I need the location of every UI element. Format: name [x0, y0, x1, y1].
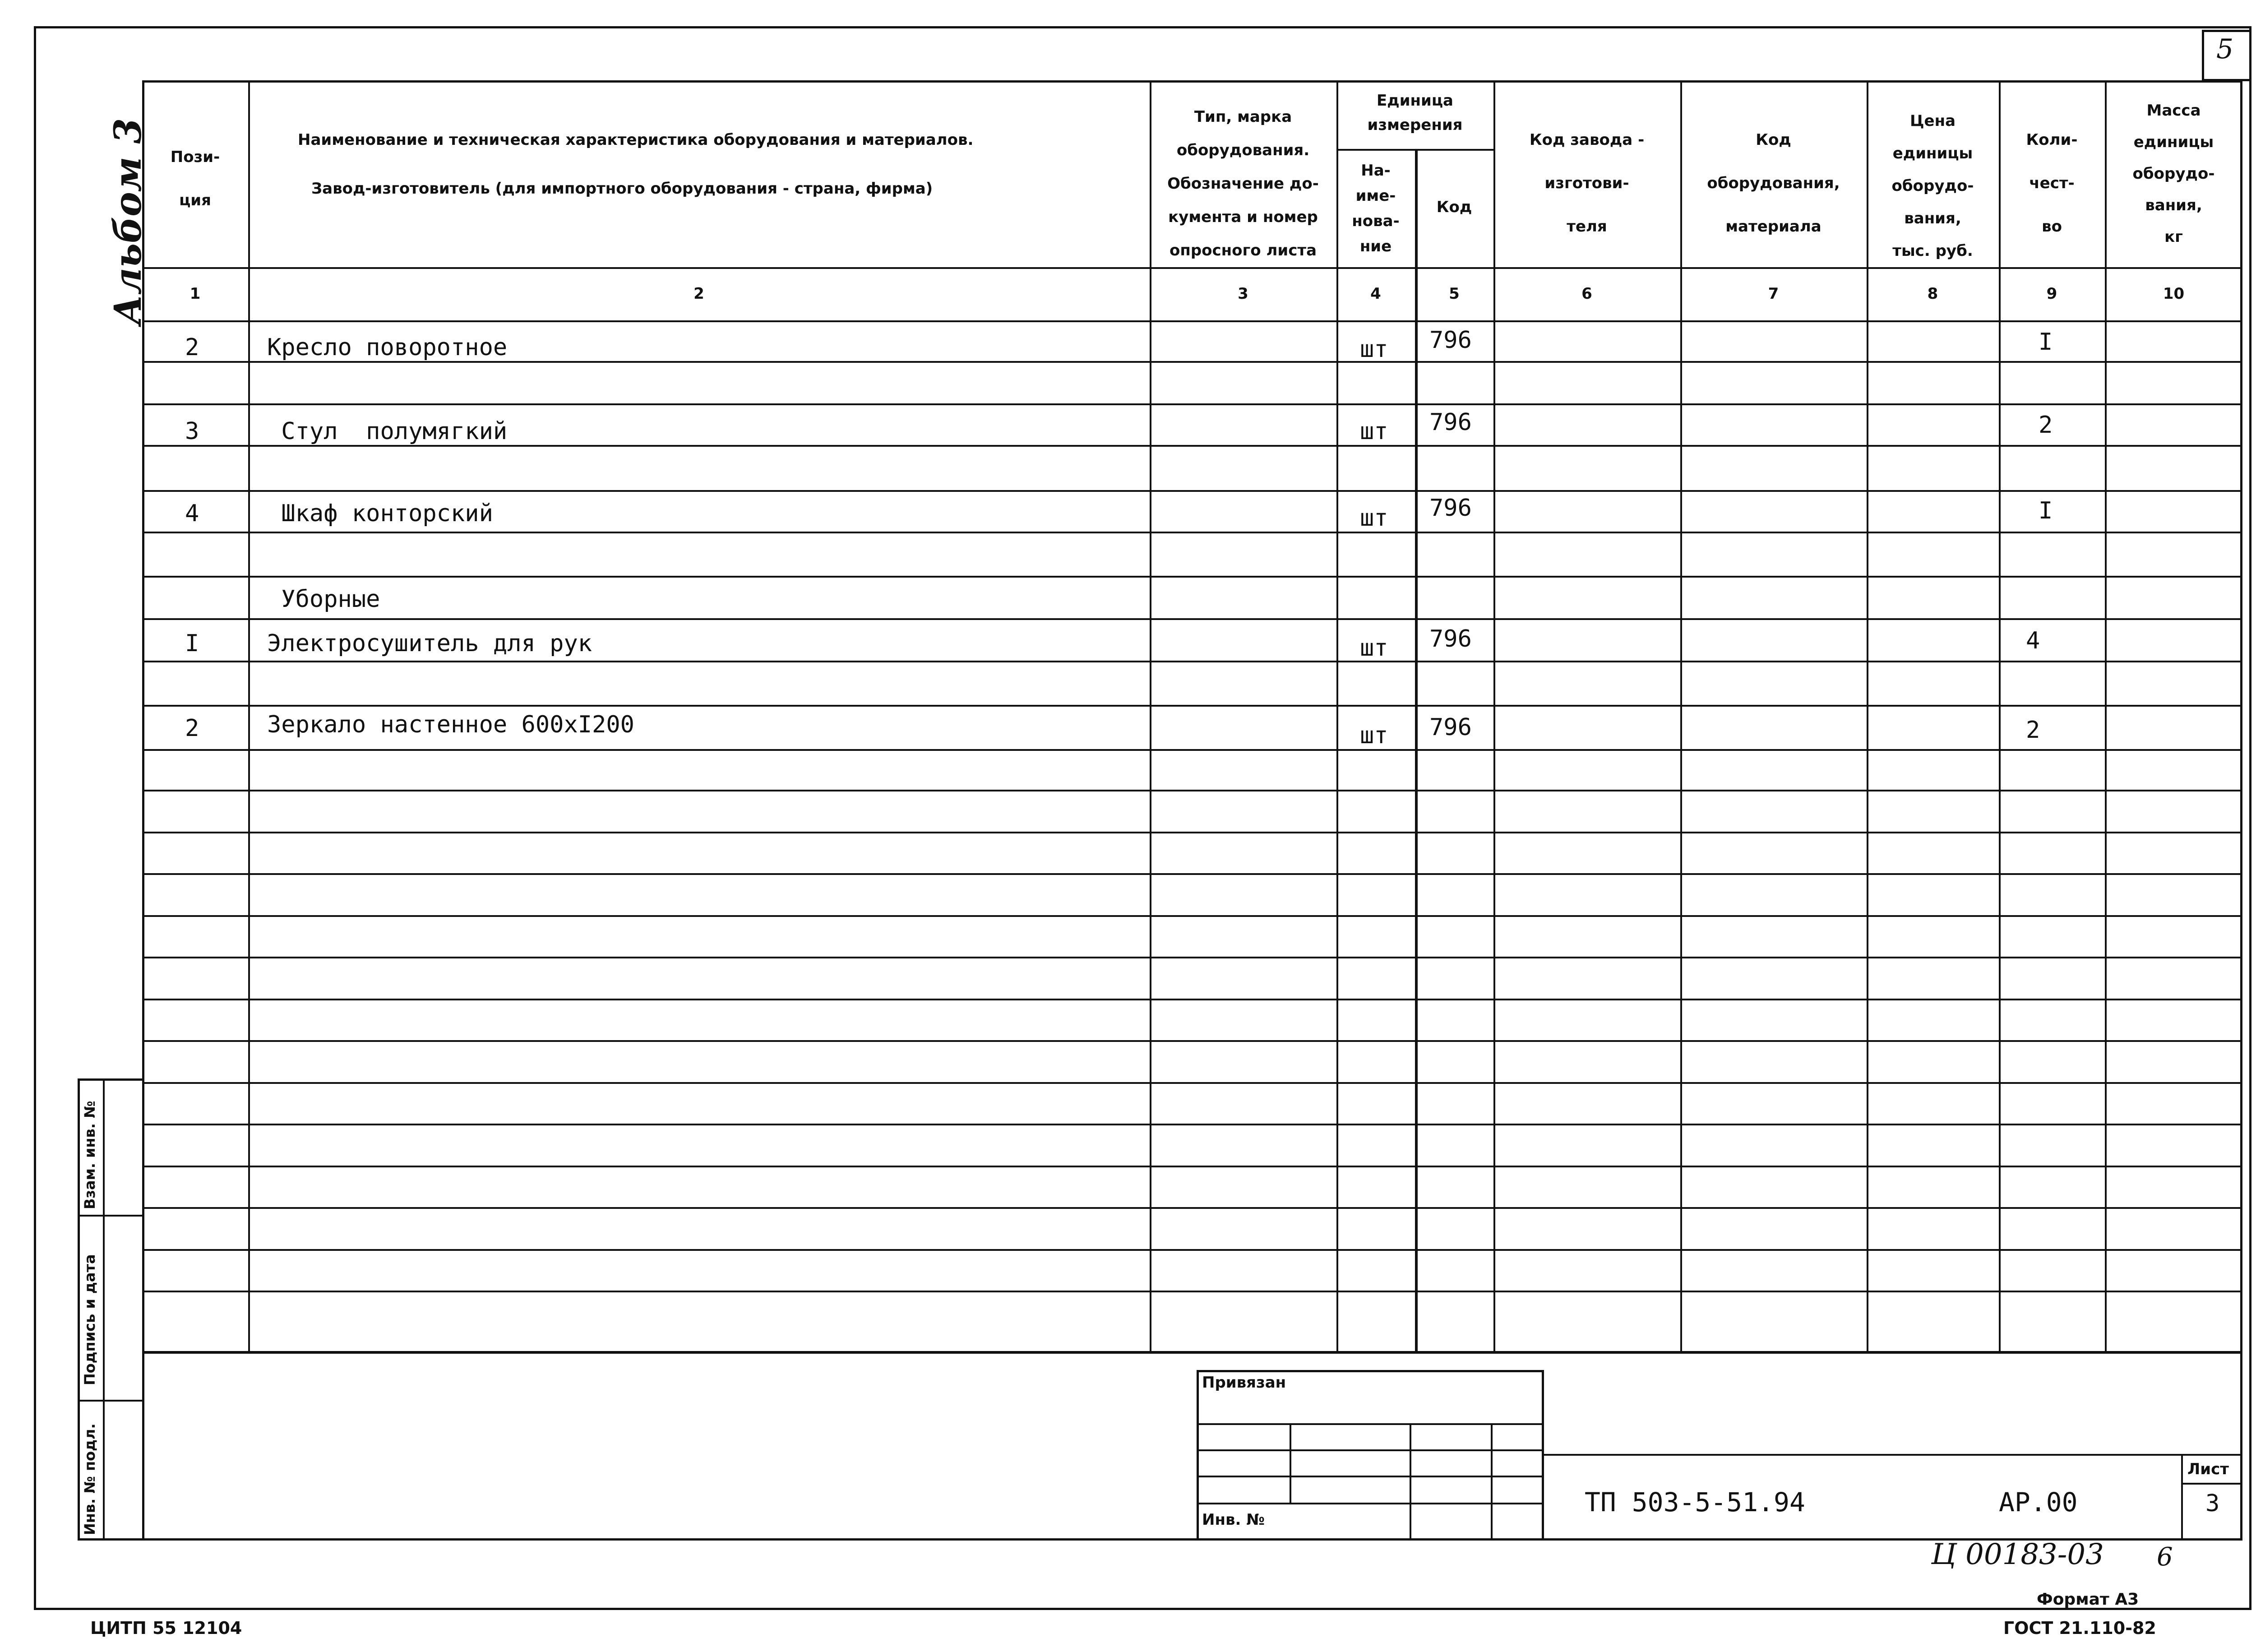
- colnum-10: 10: [2163, 285, 2185, 303]
- row-rule: [142, 1291, 2242, 1292]
- header-position: Пози- ция: [170, 148, 220, 209]
- side-stamp-inv-podl: Инв. № подл.: [81, 1423, 98, 1535]
- row-code: 796: [1429, 409, 1472, 436]
- gost-label: ГОСТ 21.110-82: [2003, 1618, 2156, 1638]
- row-position: 2: [185, 715, 199, 742]
- column-number-divider: [142, 320, 2242, 322]
- sheet-label: Лист: [2187, 1460, 2229, 1478]
- row-rule: [142, 490, 2242, 492]
- header-divider: [142, 267, 2242, 269]
- header-equipment-code: Код оборудования, материала: [1707, 131, 1840, 236]
- privyazan-vline-3: [1491, 1423, 1493, 1541]
- header-price: Цена единицы оборудо- вания, тыс. руб.: [1891, 112, 1974, 260]
- row-code: 796: [1429, 495, 1472, 522]
- row-rule: [142, 445, 2242, 447]
- row-rule: [142, 957, 2242, 958]
- row-rule: [142, 705, 2242, 707]
- row-unit: шт: [1360, 504, 1388, 532]
- row-position: I: [185, 630, 199, 657]
- sheet-box-divider: [2181, 1483, 2242, 1485]
- side-stamp-line-1: [78, 1215, 144, 1217]
- colnum-8: 8: [1927, 285, 1938, 303]
- row-name: Электросушитель для рук: [267, 630, 592, 657]
- privyazan-vline-1: [1290, 1423, 1291, 1503]
- row-rule: [142, 361, 2242, 363]
- row-rule: [142, 749, 2242, 751]
- colnum-9: 9: [2046, 285, 2057, 303]
- col-line-5: [1493, 80, 1495, 1354]
- colnum-2: 2: [693, 285, 704, 303]
- header-unit: Единица измерения: [1367, 92, 1463, 134]
- row-rule: [142, 1166, 2242, 1167]
- row-unit: шт: [1360, 418, 1388, 445]
- sheet-number: 3: [2205, 1490, 2220, 1517]
- row-code: 796: [1429, 327, 1472, 354]
- row-unit: шт: [1360, 336, 1388, 363]
- privyazan-label: Привязан: [1202, 1374, 1286, 1392]
- colnum-1: 1: [190, 285, 201, 303]
- row-position: 2: [185, 334, 199, 361]
- header-mass: Масса единицы оборудо- вания, кг: [2132, 102, 2215, 246]
- page-number-top: 5: [2216, 33, 2234, 65]
- col-line-3: [1336, 80, 1338, 1354]
- header-name-line2: Завод-изготовитель (для импортного оборудования - страна, фирма): [311, 180, 933, 198]
- header-unit-code: Код: [1436, 198, 1472, 216]
- row-position: 4: [185, 500, 199, 527]
- col-line-7: [1867, 80, 1868, 1354]
- side-stamp-divider: [103, 1078, 105, 1541]
- row-rule: [142, 790, 2242, 791]
- header-type: Тип, марка оборудования. Обозначение до- кумента и номер опросного листа: [1167, 108, 1319, 259]
- col-line-4: [1415, 149, 1418, 1354]
- row-rule: [142, 576, 2242, 578]
- row-code: 796: [1429, 714, 1472, 741]
- inv-no-label: Инв. №: [1202, 1511, 1265, 1529]
- title-block: [142, 1351, 2242, 1541]
- header-factory-code: Код завода - изготови- теля: [1529, 131, 1645, 236]
- row-rule: [142, 1040, 2242, 1042]
- row-rule: [142, 618, 2242, 620]
- row-quantity: 4: [2026, 627, 2040, 654]
- row-quantity: I: [2039, 329, 2053, 356]
- row-name: Зеркало настенное 600xI200: [267, 711, 634, 738]
- album-label: Альбом 3: [106, 118, 150, 325]
- row-rule: [142, 1082, 2242, 1084]
- row-code: 796: [1429, 625, 1472, 652]
- row-unit: шт: [1360, 634, 1388, 662]
- row-rule: [142, 999, 2242, 1000]
- row-rule: [142, 1124, 2242, 1125]
- row-rule: [142, 532, 2242, 533]
- header-name-line1: Наименование и техническая характеристика оборудования и материалов.: [298, 131, 974, 149]
- row-position: 3: [185, 418, 199, 445]
- side-stamp-podpis: Подпись и дата: [81, 1254, 98, 1385]
- colnum-7: 7: [1768, 285, 1779, 303]
- designation: ТП 503-5-51.94: [1585, 1487, 1805, 1518]
- archive-number: Ц 00183-03: [1931, 1538, 2104, 1571]
- row-rule: [142, 403, 2242, 405]
- row-rule: [142, 661, 2242, 662]
- col-line-1: [248, 80, 250, 1354]
- row-rule: [142, 1249, 2242, 1251]
- row-name: Стул полумягкий: [267, 418, 508, 445]
- col-line-8: [1999, 80, 2001, 1354]
- colnum-5: 5: [1449, 285, 1460, 303]
- row-rule: [142, 873, 2242, 875]
- row-rule: [142, 832, 2242, 833]
- col-line-6: [1680, 80, 1682, 1354]
- sheet-box-line: [2181, 1454, 2183, 1541]
- section-code: АР.00: [1999, 1487, 2078, 1518]
- format-label: Формат А3: [2037, 1590, 2139, 1609]
- row-name: Шкаф конторский: [267, 500, 493, 527]
- row-quantity: 2: [2039, 412, 2053, 439]
- side-stamp-line-2: [78, 1400, 144, 1402]
- designation-line: [1544, 1454, 2242, 1456]
- col-line-9: [2105, 80, 2107, 1354]
- row-unit: шт: [1360, 722, 1388, 749]
- colnum-4: 4: [1370, 285, 1381, 303]
- privyazan-vline-2: [1410, 1423, 1411, 1541]
- unit-subheader-line: [1336, 149, 1493, 151]
- header-unit-name: На- име- нова- ние: [1352, 162, 1400, 255]
- citp-label: ЦИТП 55 12104: [90, 1618, 242, 1638]
- row-name: Кресло поворотное: [267, 334, 508, 361]
- col-line-2: [1150, 80, 1151, 1354]
- archive-page: 6: [2157, 1542, 2173, 1572]
- colnum-6: 6: [1581, 285, 1592, 303]
- header-quantity: Коли- чест- во: [2026, 131, 2078, 236]
- row-quantity: I: [2039, 497, 2053, 524]
- row-rule: [142, 1207, 2242, 1209]
- side-stamp-vzam: Взам. инв. №: [81, 1101, 98, 1209]
- row-quantity: 2: [2026, 717, 2040, 744]
- row-name: Уборные: [267, 586, 380, 613]
- colnum-3: 3: [1238, 285, 1248, 303]
- row-rule: [142, 915, 2242, 917]
